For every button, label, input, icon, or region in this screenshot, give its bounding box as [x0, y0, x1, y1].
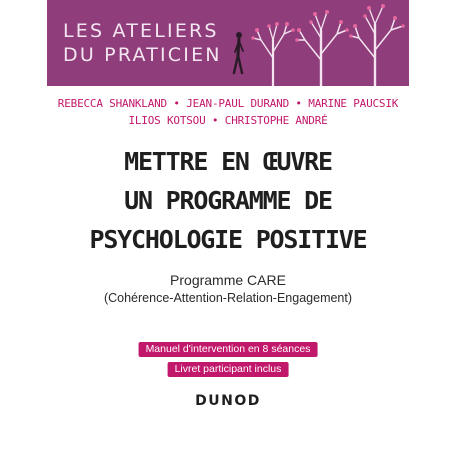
- participant-badge: Livret participant inclus: [168, 362, 289, 377]
- tree-1-blossoms: [251, 22, 295, 40]
- subtitle-acronym: (Cohérence-Attention-Relation-Engagement): [103, 291, 353, 305]
- walking-person-icon: [234, 32, 243, 73]
- publisher-logo: DUNOD: [195, 393, 261, 409]
- tree-1: [253, 24, 293, 86]
- book-title-line-1: METTRE EN ŒUVRE: [124, 147, 332, 176]
- book-cover: [47, 0, 409, 455]
- subtitle-program: Programme CARE: [170, 272, 286, 288]
- series-title-line-1: LES ATELIERS: [63, 20, 219, 42]
- authors-line-2: ILIOS KOTSOU • CHRISTOPHE ANDRÉ: [128, 114, 328, 127]
- book-title-line-2: UN PROGRAMME DE: [124, 186, 332, 215]
- series-title-line-2: DU PRATICIEN: [63, 44, 222, 66]
- book-title-line-3: PSYCHOLOGIE POSITIVE: [89, 225, 367, 254]
- authors-line-1: REBECCA SHANKLAND • JEAN-PAUL DURAND • MARINE PAUCSIK: [57, 97, 399, 110]
- manual-badge: Manuel d'intervention en 8 séances: [139, 342, 318, 357]
- series-banner: [47, 0, 409, 86]
- trees-illustration: [217, 0, 409, 86]
